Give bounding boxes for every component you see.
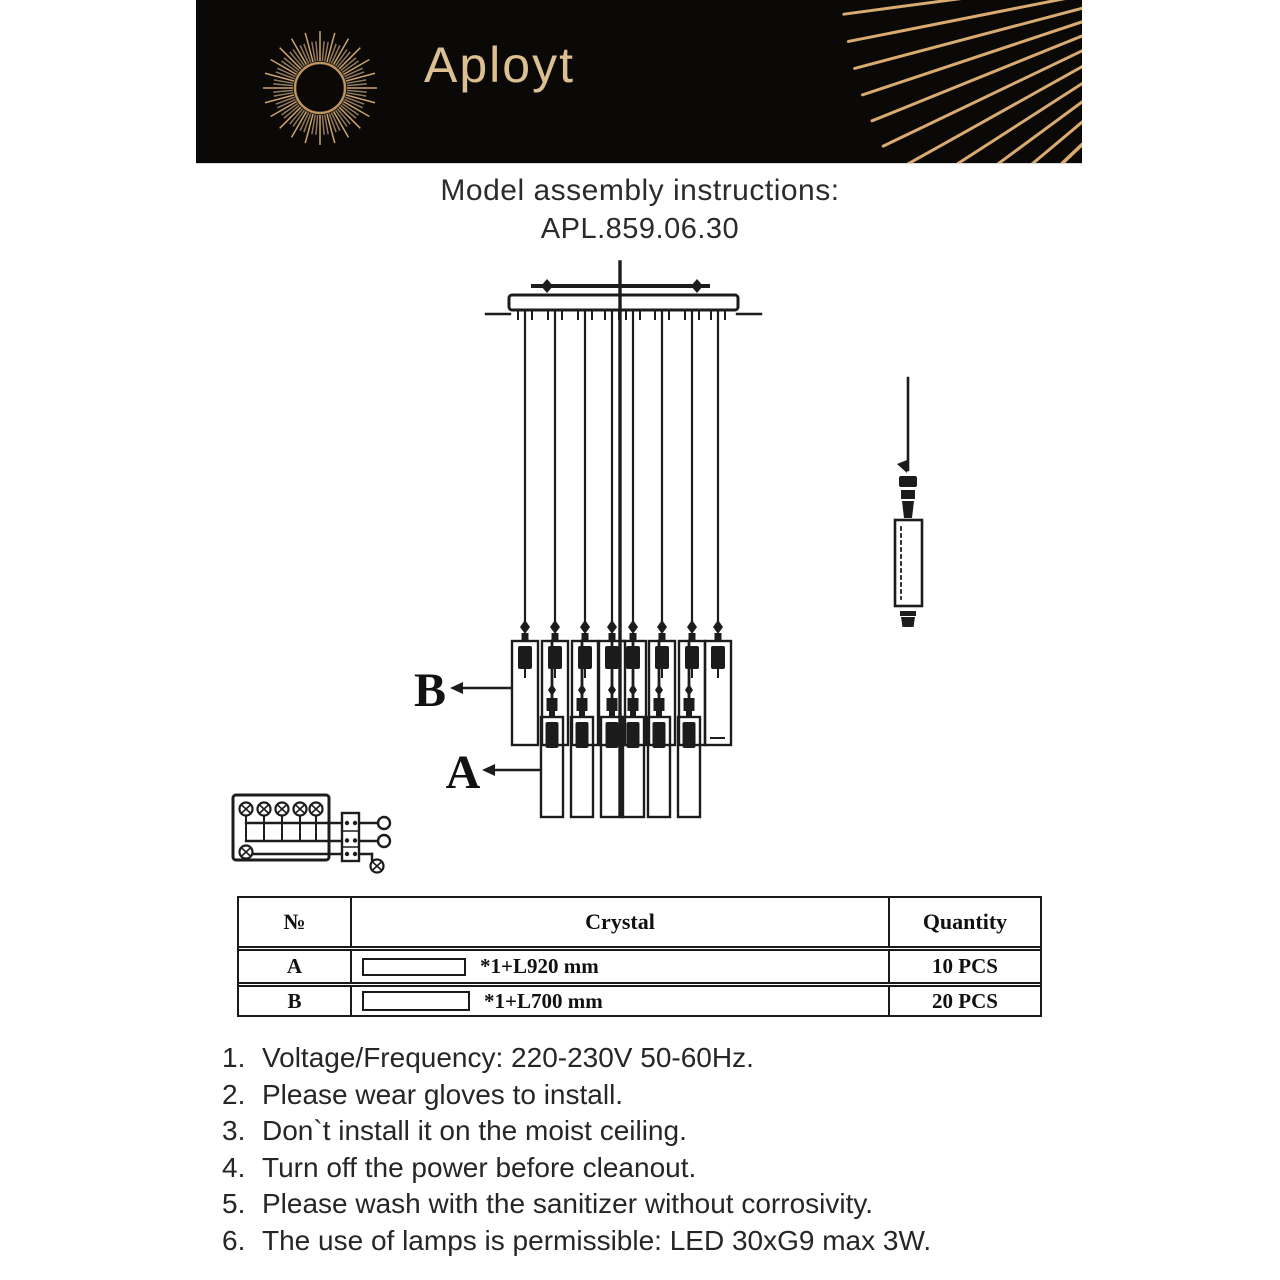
wire-ring-icon (378, 835, 390, 847)
row-crystal (350, 987, 890, 1015)
list-item (222, 1150, 1092, 1187)
instructions-list (222, 1040, 1092, 1259)
chandelier-diagram (233, 262, 922, 873)
list-item (222, 1113, 1092, 1150)
col-header-crystal: Crystal (350, 898, 890, 946)
crystal-shape-icon (362, 958, 466, 976)
terminal-block (342, 813, 359, 861)
item-text: Please wear gloves to install. (262, 1078, 624, 1110)
canopy-plate (486, 295, 761, 314)
wiring-diagram (233, 795, 390, 873)
table-row (239, 987, 1040, 1015)
item-number: 3. (222, 1115, 246, 1146)
row-crystal (350, 951, 890, 982)
crystal-spec: *1+L700 mm (484, 988, 603, 1013)
list-item (222, 1186, 1092, 1223)
table-row (239, 951, 1040, 987)
label-a-callout (446, 746, 540, 799)
row-num: A (286, 954, 303, 978)
item-number: 6. (222, 1224, 246, 1256)
item-text: The use of lamps is permissible: LED 30xG9 max 3W. (262, 1224, 932, 1256)
item-text: Don`t install it on the moist ceiling. (262, 1115, 687, 1146)
list-item (222, 1077, 1092, 1114)
page-title: Model assembly instructions: (440, 174, 840, 207)
item-text: Please wash with the sanitizer without corrosivity. (262, 1188, 874, 1219)
row-quantity: 10 PCS (932, 954, 998, 978)
row-quantity: 20 PCS (932, 988, 998, 1013)
pendant-detail (895, 378, 922, 627)
col-header-quantity: Quantity (922, 909, 1008, 934)
table-header-row (239, 898, 1040, 951)
item-text: Voltage/Frequency: 220-230V 50-60Hz. (262, 1042, 754, 1073)
label-b: B (413, 664, 447, 717)
crystal-spec: *1+L920 mm (480, 954, 599, 978)
wire-ring-icon (378, 817, 390, 829)
brand-wordmark: Aployt (424, 37, 575, 93)
item-number: 4. (222, 1151, 246, 1183)
list-item (222, 1040, 1092, 1077)
list-item (222, 1223, 1092, 1260)
terminal-screws (240, 803, 323, 859)
crystal-shape-icon (362, 991, 470, 1011)
item-number: 1. (222, 1042, 246, 1073)
col-header-num: № (283, 909, 306, 934)
label-b-callout (414, 664, 511, 717)
ground-screw-icon (371, 860, 384, 873)
item-number: 5. (222, 1188, 246, 1219)
parts-table (237, 896, 1042, 1017)
item-text: Turn off the power before cleanout. (262, 1151, 697, 1183)
label-a: A (445, 746, 481, 799)
model-number: APL.859.06.30 (540, 213, 740, 245)
row-num: B (287, 988, 302, 1013)
item-number: 2. (222, 1078, 246, 1110)
